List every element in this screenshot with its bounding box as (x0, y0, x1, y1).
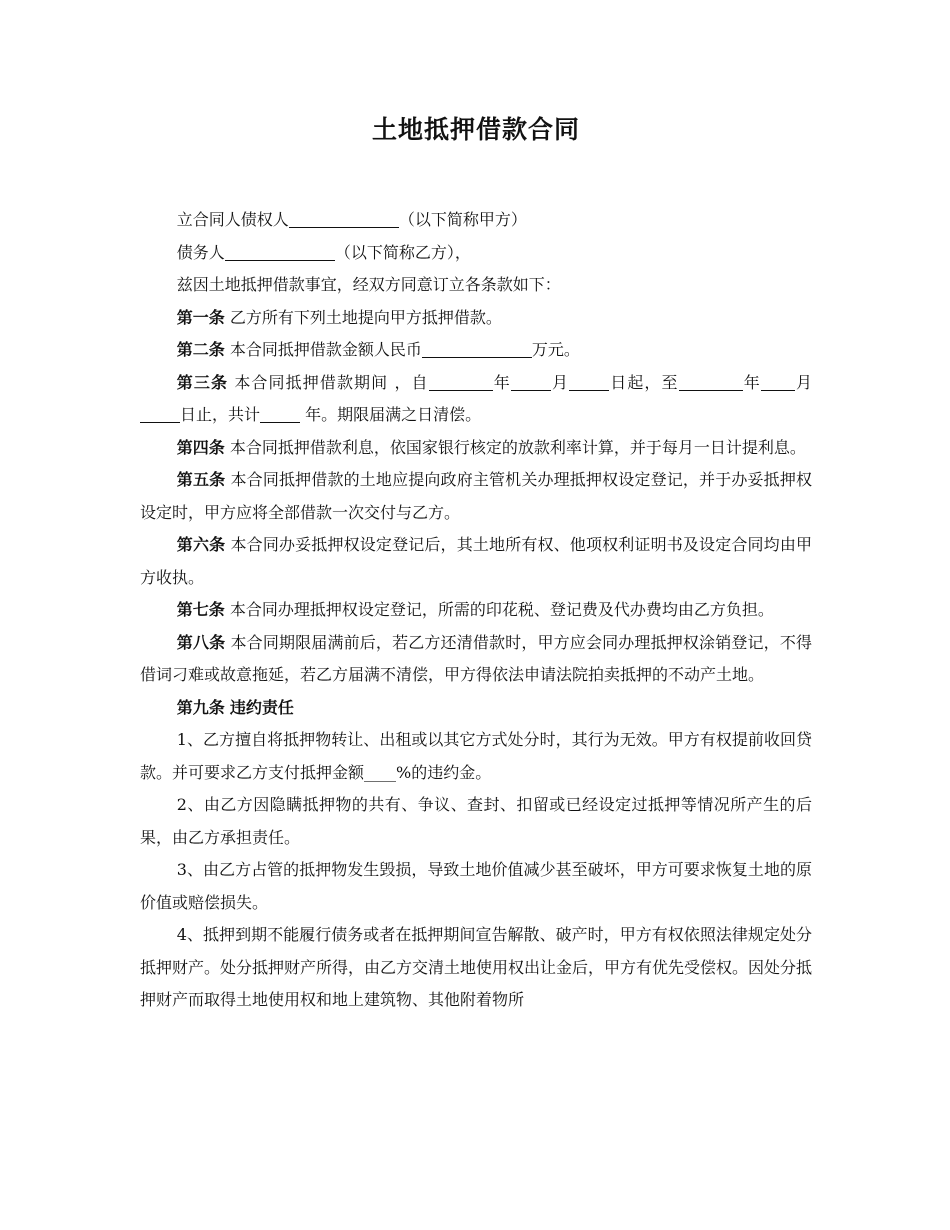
intro-creditor-note: （以下简称甲方） (398, 210, 527, 229)
article-9 (140, 692, 812, 725)
article-text: 本合同抵押借款金额人民币 (229, 340, 422, 359)
start-day-blank[interactable] (569, 372, 609, 391)
article-text: 万元。 (531, 340, 580, 359)
clause-3: 3、由乙方占管的抵押物发生毁损，导致土地价值减少甚至破坏，甲方可要求恢复土地的原价值或赔偿损失。 (140, 860, 812, 912)
loan-amount-blank[interactable] (422, 339, 532, 358)
article-text: 乙方所有下列土地提向甲方抵押借款。 (229, 307, 502, 327)
article-1 (140, 302, 812, 335)
article-text: 年。期限届满之日清偿。 (300, 405, 482, 424)
start-month-blank[interactable] (511, 372, 551, 391)
creditor-name-blank[interactable] (289, 209, 399, 228)
year-label: 年 (492, 372, 511, 392)
article-label: 第三条 (176, 372, 229, 392)
article-label: 第七条 (176, 600, 225, 619)
clause-4: 4、抵押到期不能履行债务或者在抵押期间宣告解散、破产时，甲方有权依照法律规定处分抵押财产。处分抵押财产所得，由乙方交清土地使用权出让金后，甲方有优先受偿权。因处分抵押财产而取得土地使用权和地上建筑物、其他附着物所 (140, 925, 813, 1009)
end-month-blank[interactable] (761, 372, 795, 391)
article-label: 第二条 (176, 340, 225, 359)
article-text: 本合同抵押借款利息，依国家银行核定的放款利率计算，并于每月一日计提利息。 (229, 437, 806, 457)
debtor-name-blank[interactable] (225, 242, 335, 261)
article-label: 第八条 (176, 632, 226, 652)
article-2 (140, 334, 812, 367)
end-year-blank[interactable] (679, 372, 743, 391)
article-6 (140, 529, 812, 594)
article-label: 第一条 (176, 307, 225, 327)
intro-debtor-line (140, 237, 812, 270)
intro-creditor-line (140, 204, 812, 237)
article-text: 本合同抵押借款期间 ，自 (234, 372, 429, 392)
month-label: 月 (550, 372, 570, 392)
article-label: 第六条 (176, 535, 226, 554)
start-year-blank[interactable] (429, 372, 493, 391)
article-text: 日起，至 (609, 372, 679, 392)
document-body (140, 204, 812, 1017)
article-text: 本合同办理抵押权设定登记，所需的印花税、登记费及代办费均由乙方负担。 (229, 600, 774, 619)
article-label: 第九条 (176, 697, 225, 717)
term-years-blank[interactable] (260, 404, 300, 423)
intro-creditor-text: 立合同人债权人 (176, 210, 289, 229)
article-7 (140, 594, 812, 627)
intro-statement: 兹因土地抵押借款事宜，经双方同意订立各条款如下： (176, 275, 561, 294)
clause-text: 1、乙方擅自将抵押物转让、出租或以其它方式处分时，其行为无效。甲方有权提前收回贷款。并可要求乙方支付抵押金额 (140, 730, 812, 782)
article-label: 第五条 (176, 470, 226, 489)
year-label: 年 (742, 372, 761, 392)
clause-1 (140, 724, 812, 789)
article-text: 本合同办妥抵押权设定登记后，其土地所有权、他项权利证明书及设定合同均由甲方收执。 (140, 535, 812, 587)
document-title: 土地抵押借款合同 (371, 115, 580, 144)
article-text: 本合同期限届满前后，若乙方还清借款时，甲方应会同办理抵押权涂销登记，不得借词刁难或故意拖延，若乙方届满不清偿，甲方得依法申请法院拍卖抵押的不动产土地。 (140, 632, 812, 684)
article-text: 本合同抵押借款的土地应提向政府主管机关办理抵押权设定登记，并于办妥抵押权设定时，甲方应将全部借款一次交付与乙方。 (140, 470, 812, 522)
article-8 (140, 627, 812, 692)
intro-debtor-note: （以下简称乙方）， (334, 242, 471, 262)
article-label: 第四条 (176, 437, 225, 457)
month-label: 月 (794, 372, 812, 392)
article-4 (140, 432, 812, 465)
article-3 (140, 367, 812, 432)
clause-text: %的违约金。 (396, 762, 492, 782)
article-text: 日止，共计 (180, 405, 261, 424)
end-day-blank[interactable] (140, 404, 180, 423)
penalty-rate-blank[interactable]: ____ (364, 762, 397, 782)
article-5 (140, 464, 812, 529)
intro-debtor-text: 债务人 (176, 242, 225, 262)
article-heading: 违约责任 (229, 697, 294, 717)
clause-2: 2、由乙方因隐瞒抵押物的共有、争议、查封、扣留或已经设定过抵押等情况所产生的后果，由乙方承担责任。 (140, 795, 812, 847)
